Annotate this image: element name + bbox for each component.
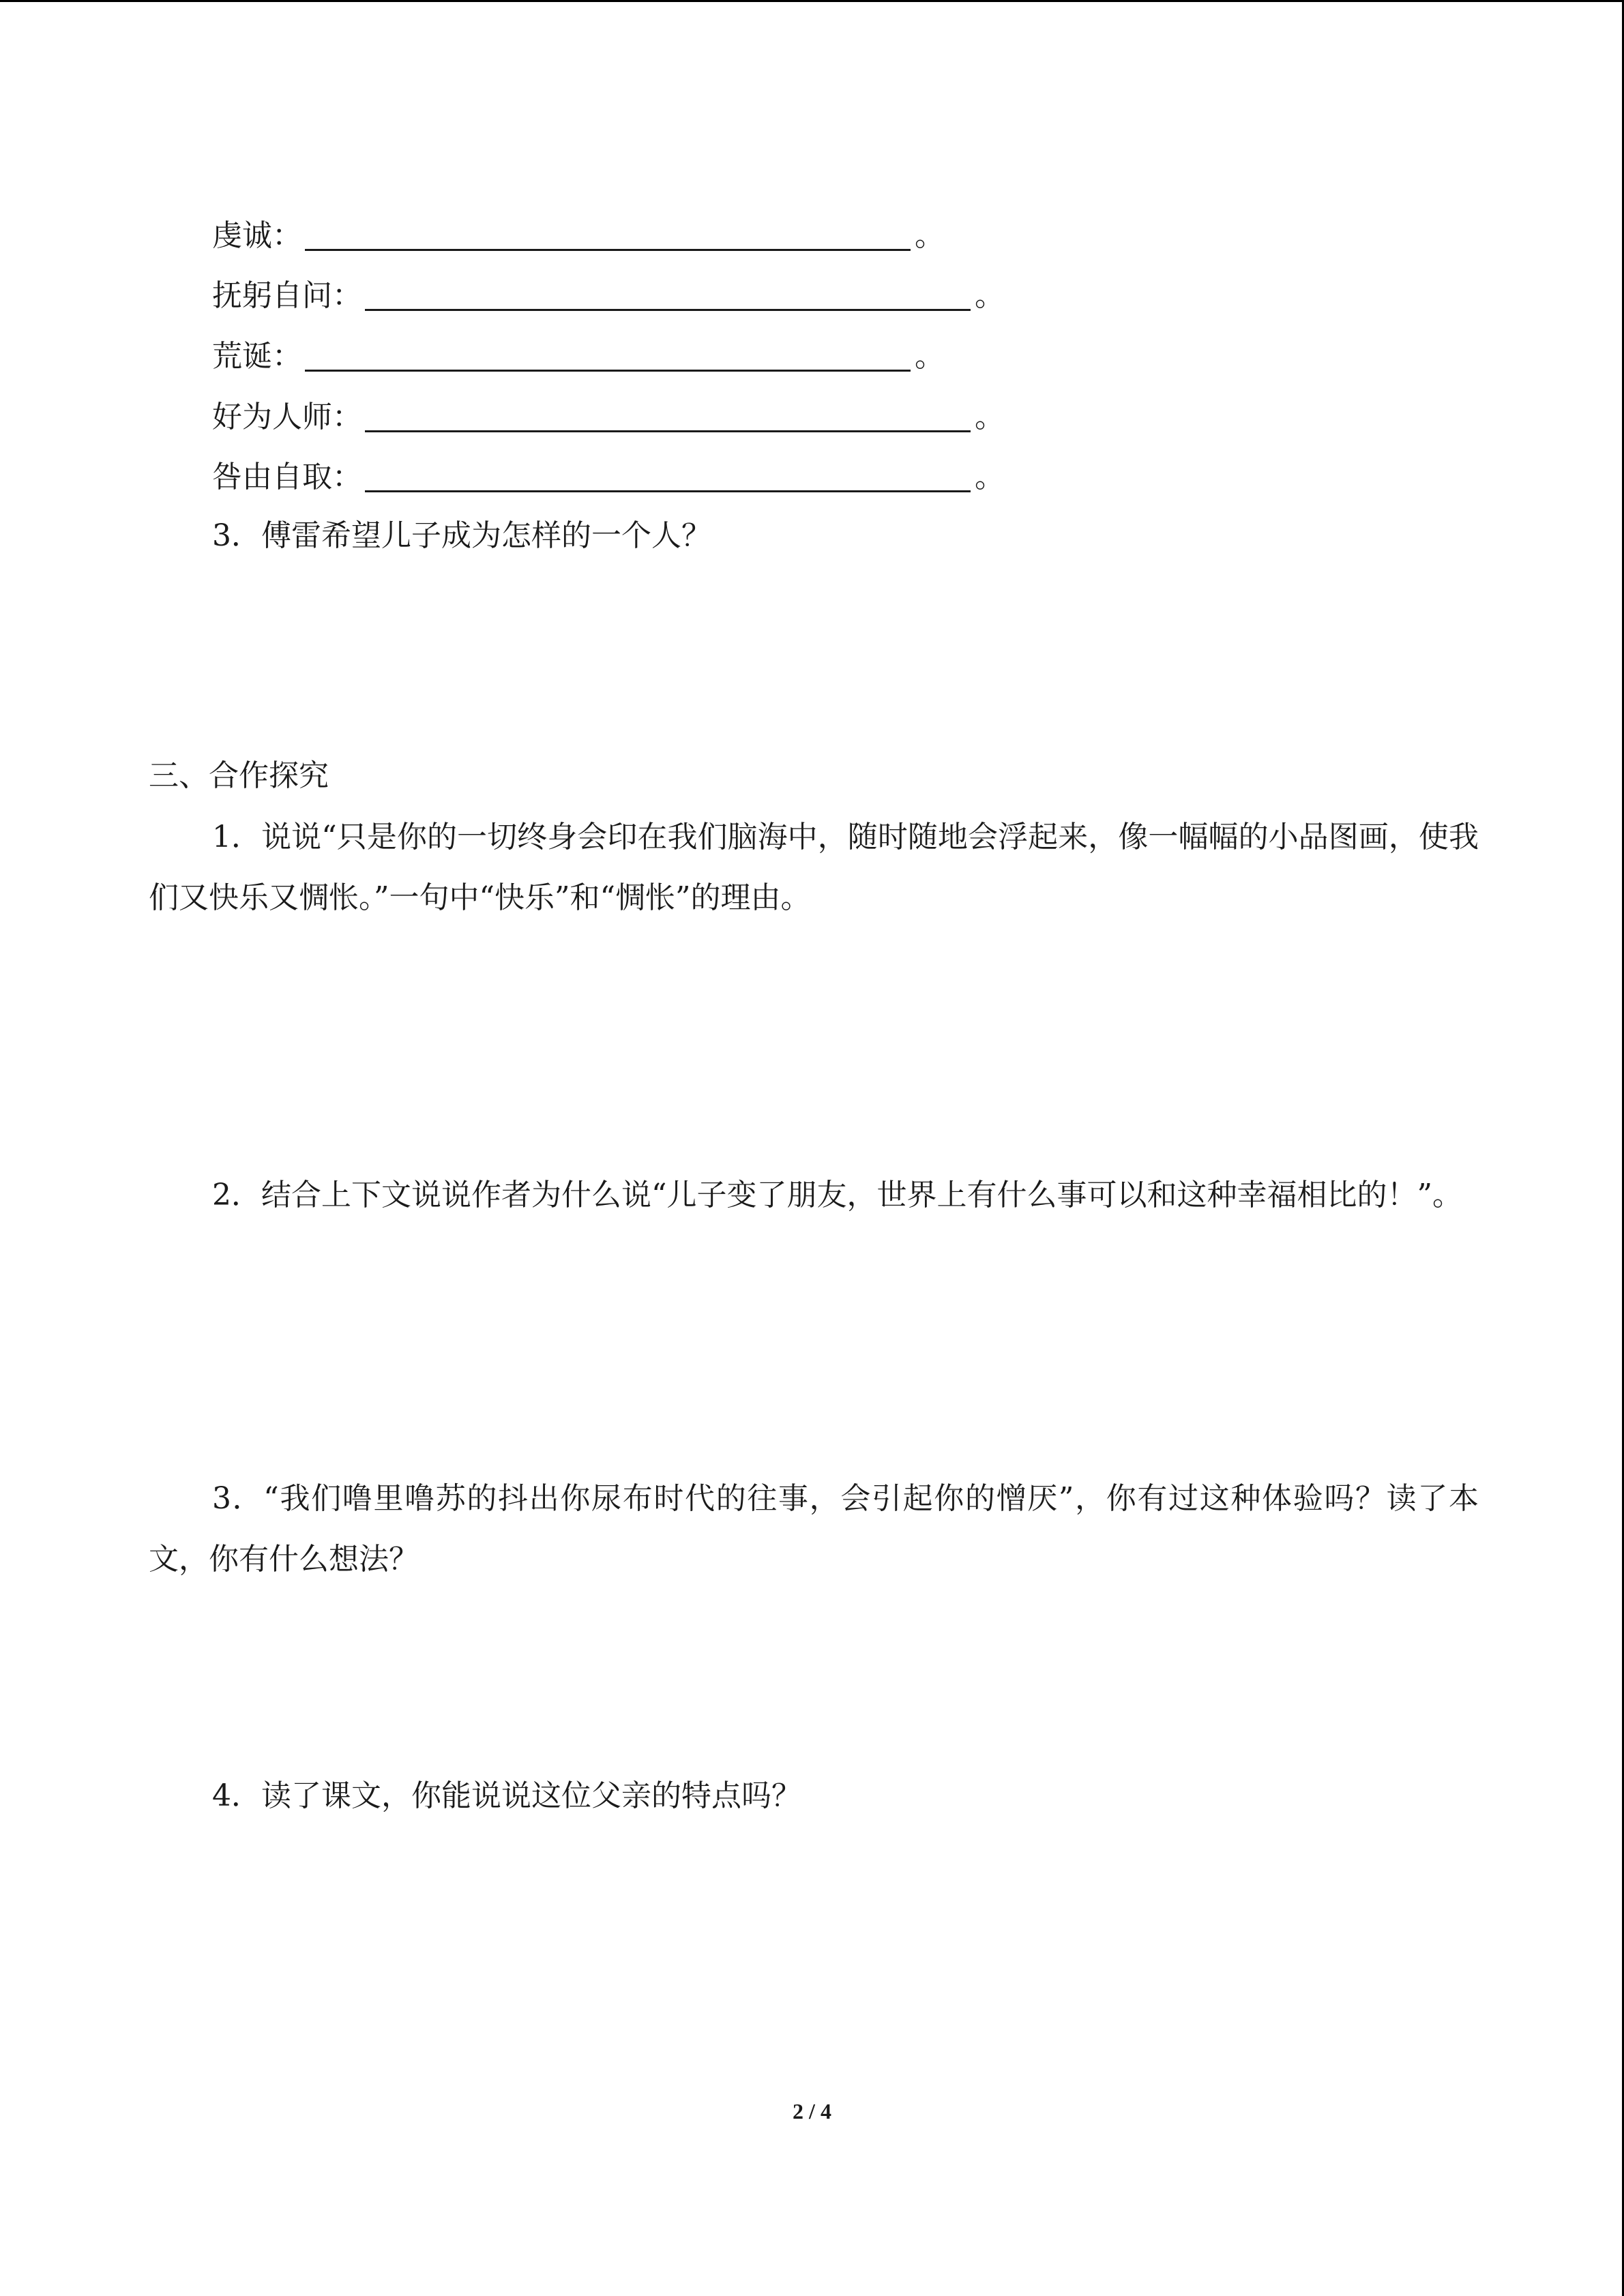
vocab-end: 。 [975,460,1005,494]
question-text: 1．说说“只是你的一切终身会印在我们脑海中，随时随地会浮起来，像一幅幅的小品图画，使我们又快乐又惆怅。”一句中“快乐”和“惆怅”的理由。 [149,820,1479,915]
page-number: 2 / 4 [793,2099,831,2123]
page-top-border [0,0,1624,2]
question-text: 2．结合上下文说说作者为什么说“儿子变了朋友，世界上有什么事可以和这种幸福相比的！”。 [212,1178,1462,1212]
vocab-end: 。 [915,218,945,253]
vocab-term: 荒诞： [212,339,302,374]
vocab-term: 抚躬自问： [212,278,362,313]
vocab-term: 好为人师： [212,400,362,434]
vocab-term: 虔诚： [212,218,302,253]
vocab-row-4 [212,397,1005,438]
vocab-row-5 [212,457,1005,498]
answer-blank[interactable] [365,463,971,492]
answer-blank[interactable] [305,342,911,372]
section-heading: 三、合作探究 [149,758,329,793]
answer-blank[interactable] [365,403,971,432]
question-text: 4．读了课文，你能说说这位父亲的特点吗？ [212,1778,801,1813]
question-text: 3．“我们噜里噜苏的抖出你尿布时代的往事，会引起你的憎厌”，你有过这种体验吗？读了本文，你有什么想法？ [149,1481,1479,1577]
answer-blank[interactable] [305,222,911,251]
vocab-end: 。 [975,400,1005,434]
question-text: 3．傅雷希望儿子成为怎样的一个人？ [212,518,711,553]
vocab-end: 。 [975,278,1005,313]
vocab-row-2 [212,275,1005,316]
vocab-row-3 [212,336,945,377]
answer-blank[interactable] [365,282,971,311]
vocab-end: 。 [915,339,945,374]
vocab-term: 咎由自取： [212,460,362,494]
vocab-row-1 [212,215,945,256]
